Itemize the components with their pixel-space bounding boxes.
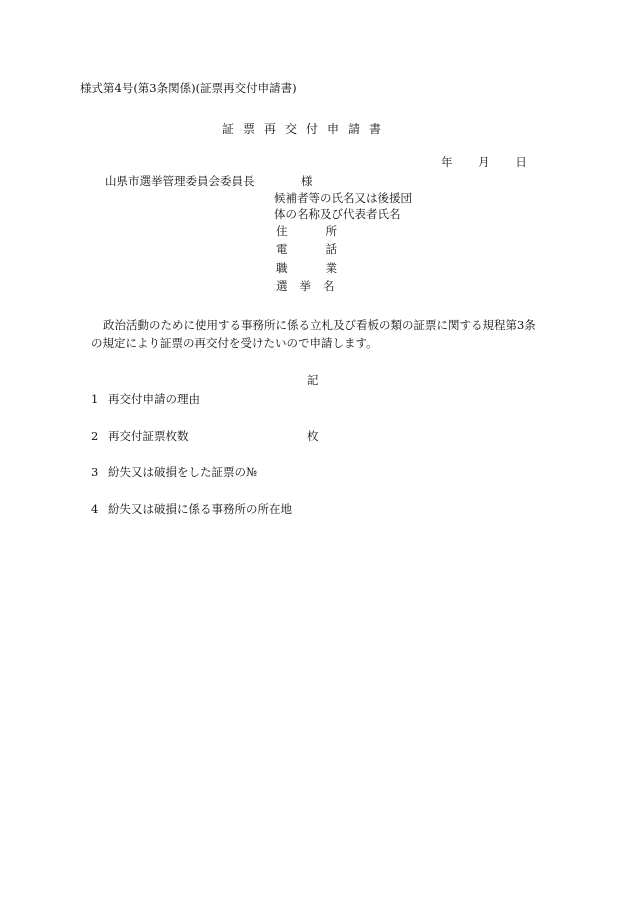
date-day: 日 bbox=[515, 155, 527, 169]
addressee-honorific: 様 bbox=[301, 174, 313, 188]
addressee-name: 山県市選挙管理委員会委員長 bbox=[105, 174, 255, 188]
item-number: 3 bbox=[91, 465, 99, 479]
item-number: 4 bbox=[91, 502, 99, 516]
body-text-line-2: の規定により証票の再交付を受けたいので申請します。 bbox=[91, 336, 378, 350]
list-item bbox=[91, 392, 200, 406]
ki-heading: 記 bbox=[307, 373, 319, 387]
applicant-address-label: 住所 bbox=[276, 224, 375, 238]
item-label: 紛失又は破損をした証票の№ bbox=[107, 465, 257, 479]
list-item bbox=[91, 502, 292, 516]
applicant-election-label: 選挙名 bbox=[276, 279, 347, 293]
list-item bbox=[91, 429, 188, 443]
date-year: 年 bbox=[441, 155, 453, 169]
list-item bbox=[91, 465, 257, 479]
date-month: 月 bbox=[478, 155, 490, 169]
applicant-name-label-2: 体の名称及び代表者氏名 bbox=[274, 207, 401, 221]
item-label: 再交付証票枚数 bbox=[107, 429, 189, 443]
document-title: 証票再交付申請書 bbox=[222, 122, 391, 136]
item-label: 紛失又は破損に係る事務所の所在地 bbox=[107, 502, 292, 516]
form-number: 様式第4号(第3条関係)(証票再交付申請書) bbox=[80, 81, 297, 95]
date-line bbox=[441, 155, 527, 169]
item-label: 再交付申請の理由 bbox=[107, 392, 200, 406]
body-text-line-1: 政治活動のために使用する事務所に係る立札及び看板の類の証票に関する規程第3条 bbox=[103, 318, 536, 332]
item-number: 1 bbox=[91, 392, 99, 406]
item-suffix: 枚 bbox=[307, 429, 319, 443]
applicant-occupation-label: 職業 bbox=[276, 261, 375, 275]
item-number: 2 bbox=[91, 429, 99, 443]
applicant-name-label-1: 候補者等の氏名又は後援団 bbox=[274, 191, 412, 205]
applicant-phone-label: 電話 bbox=[276, 242, 375, 256]
